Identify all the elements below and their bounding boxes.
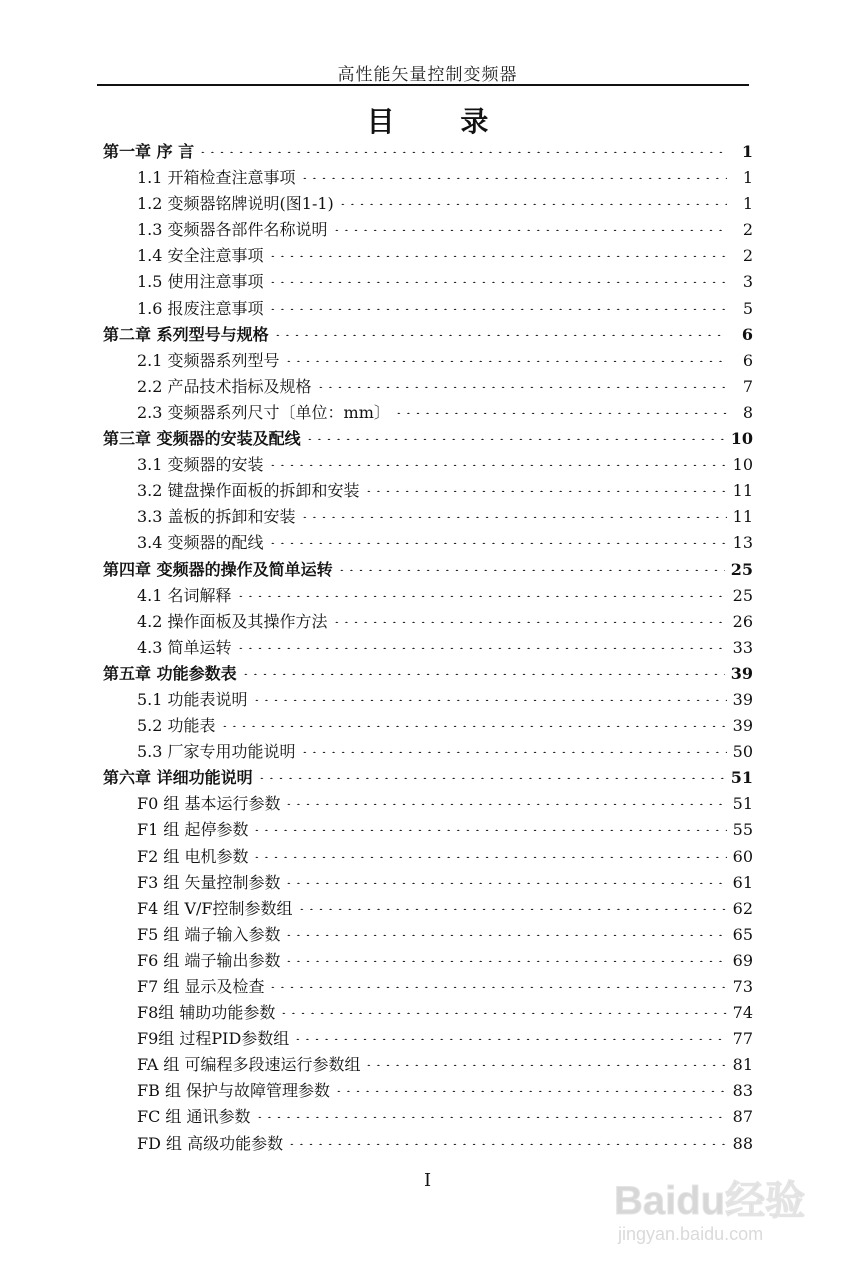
toc-leader-dots xyxy=(236,639,727,649)
toc-entry-group[interactable] xyxy=(103,1104,753,1130)
toc-entry-label: FC 组 通讯参数 xyxy=(137,1107,251,1127)
toc-leader-dots xyxy=(332,613,727,623)
toc-entry-page-number: 11 xyxy=(732,507,753,527)
toc-leader-dots xyxy=(316,378,727,388)
toc-entry-label: 第四章 变频器的操作及简单运转 xyxy=(103,559,333,579)
toc-leader-dots xyxy=(284,926,726,936)
toc-entry-page-number: 62 xyxy=(732,898,753,918)
toc-leader-dots xyxy=(284,952,726,962)
toc-entry-section[interactable] xyxy=(103,269,753,295)
toc-entry-page-number: 11 xyxy=(732,481,753,501)
toc-leader-dots xyxy=(257,769,725,779)
toc-entry-section[interactable] xyxy=(103,348,753,374)
toc-entry-page-number: 33 xyxy=(732,637,753,657)
toc-entry-label: 2.2 产品技术指标及规格 xyxy=(137,376,312,396)
toc-leader-dots xyxy=(220,717,727,727)
toc-entry-section[interactable] xyxy=(103,165,753,191)
toc-entry-section[interactable] xyxy=(103,687,753,713)
toc-entry-label: 3.3 盖板的拆卸和安装 xyxy=(137,507,296,527)
toc-leader-dots xyxy=(279,1004,726,1014)
toc-leader-dots xyxy=(334,1082,727,1092)
toc-entry-page-number: 73 xyxy=(732,977,753,996)
toc-entry-page-number: 60 xyxy=(732,846,753,866)
toc-entry-page-number: 65 xyxy=(732,924,753,944)
toc-leader-dots xyxy=(241,665,725,675)
toc-leader-dots xyxy=(300,743,727,753)
toc-leader-dots xyxy=(198,143,727,153)
toc-entry-group[interactable] xyxy=(103,896,753,922)
toc-entry-group[interactable] xyxy=(103,791,753,817)
toc-entry-section[interactable] xyxy=(103,191,753,217)
toc-entry-label: F7 组 显示及检查 xyxy=(137,977,265,996)
toc-entry-page-number: 39 xyxy=(732,716,753,736)
toc-entry-page-number: 6 xyxy=(741,324,753,344)
toc-leader-dots xyxy=(268,534,727,544)
toc-entry-group[interactable] xyxy=(103,1052,753,1078)
toc-leader-dots xyxy=(287,1135,727,1145)
toc-leader-dots xyxy=(297,900,727,910)
toc-entry-group[interactable] xyxy=(103,948,753,974)
toc-entry-label: 2.1 变频器系列型号 xyxy=(137,350,280,370)
toc-entry-section[interactable] xyxy=(103,713,753,739)
toc-entry-chapter[interactable] xyxy=(103,322,753,348)
toc-entry-label: 4.3 简单运转 xyxy=(137,637,232,657)
toc-entry-section[interactable] xyxy=(103,374,753,400)
toc-entry-label: F3 组 矢量控制参数 xyxy=(137,872,281,892)
toc-entry-section[interactable] xyxy=(103,739,753,765)
toc-entry-label: 第六章 详细功能说明 xyxy=(103,768,253,788)
toc-leader-dots xyxy=(300,508,727,518)
toc-entry-section[interactable] xyxy=(103,609,753,635)
watermark-url: jingyan.baidu.com xyxy=(618,1224,764,1244)
toc-leader-dots xyxy=(284,795,726,805)
toc-entry-page-number: 77 xyxy=(732,1029,753,1049)
toc-entry-section[interactable] xyxy=(103,530,753,556)
toc-entry-section[interactable] xyxy=(103,296,753,322)
toc-entry-label: F4 组 V/F控制参数组 xyxy=(137,898,293,918)
toc-entry-page-number: 87 xyxy=(732,1107,753,1127)
toc-entry-chapter[interactable] xyxy=(103,765,753,791)
toc-entry-page-number: 25 xyxy=(732,585,753,605)
toc-leader-dots xyxy=(284,874,726,884)
toc-entry-page-number: 39 xyxy=(732,689,753,709)
toc-entry-page-number: 8 xyxy=(742,402,753,422)
toc-leader-dots xyxy=(273,326,727,336)
toc-entry-label: 5.1 功能表说明 xyxy=(137,689,248,709)
toc-entry-chapter[interactable] xyxy=(103,426,753,452)
toc-leader-dots xyxy=(268,273,727,283)
toc-entry-label: F6 组 端子输出参数 xyxy=(137,950,281,970)
header-rule xyxy=(97,84,749,86)
table-of-contents xyxy=(103,139,753,1157)
toc-entry-page-number: 50 xyxy=(732,742,753,762)
toc-entry-group[interactable] xyxy=(103,817,753,843)
toc-entry-label: 第五章 功能参数表 xyxy=(103,663,237,683)
toc-leader-dots xyxy=(364,482,727,492)
toc-entry-page-number: 51 xyxy=(730,768,753,788)
toc-entry-label: 1.1 开箱检查注意事项 xyxy=(137,168,296,188)
toc-entry-label: FA 组 可编程多段速运行参数组 xyxy=(137,1055,361,1075)
toc-leader-dots xyxy=(284,352,727,362)
toc-entry-page-number: 81 xyxy=(732,1055,753,1075)
toc-entry-page-number: 26 xyxy=(732,611,753,631)
running-header: 高性能矢量控制变频器 xyxy=(337,65,518,85)
toc-entry-section[interactable] xyxy=(103,400,753,426)
toc-entry-section[interactable] xyxy=(103,478,753,504)
toc-leader-dots xyxy=(268,300,727,310)
toc-leader-dots xyxy=(293,1030,726,1040)
toc-entry-page-number: 10 xyxy=(730,429,753,449)
toc-entry-label: 第二章 系列型号与规格 xyxy=(103,324,269,344)
toc-entry-group[interactable] xyxy=(103,1131,753,1157)
toc-leader-dots xyxy=(236,587,727,597)
toc-entry-label: 第一章 序 言 xyxy=(103,142,195,161)
toc-entry-label: F8组 辅助功能参数 xyxy=(137,1003,276,1023)
toc-leader-dots xyxy=(252,848,726,858)
watermark-logo-text: Baidu经验 xyxy=(614,1179,806,1223)
toc-entry-label: 1.6 报废注意事项 xyxy=(137,298,264,318)
toc-leader-dots xyxy=(305,430,725,440)
toc-entry-label: 4.1 名词解释 xyxy=(137,585,232,605)
toc-entry-section[interactable] xyxy=(103,243,753,269)
toc-entry-label: 2.3 变频器系列尺寸〔单位：mm〕 xyxy=(137,402,390,422)
toc-entry-label: 3.2 键盘操作面板的拆卸和安装 xyxy=(137,481,360,501)
toc-entry-label: F5 组 端子输入参数 xyxy=(137,924,281,944)
toc-entry-group[interactable] xyxy=(103,922,753,948)
toc-entry-page-number: 3 xyxy=(742,272,753,292)
toc-entry-label: 3.1 变频器的安装 xyxy=(137,455,264,475)
toc-entry-label: FD 组 高级功能参数 xyxy=(137,1133,284,1153)
toc-entry-label: F2 组 电机参数 xyxy=(137,846,249,866)
toc-entry-page-number: 39 xyxy=(730,663,753,683)
toc-entry-page-number: 1 xyxy=(742,168,753,188)
toc-entry-page-number: 1 xyxy=(741,142,753,161)
toc-entry-label: 5.3 厂家专用功能说明 xyxy=(137,742,296,762)
toc-leader-dots xyxy=(337,561,725,571)
toc-entry-page-number: 10 xyxy=(732,455,753,475)
toc-entry-group[interactable] xyxy=(103,1026,753,1052)
toc-leader-dots xyxy=(338,195,727,205)
toc-entry-section[interactable] xyxy=(103,583,753,609)
toc-entry-group[interactable] xyxy=(103,1078,753,1104)
toc-entry-chapter[interactable] xyxy=(103,661,753,687)
toc-entry-label: 5.2 功能表 xyxy=(137,716,216,736)
toc-entry-page-number: 83 xyxy=(732,1081,753,1101)
toc-entry-label: 3.4 变频器的配线 xyxy=(137,533,264,553)
toc-leader-dots xyxy=(255,1108,727,1118)
toc-entry-label: F0 组 基本运行参数 xyxy=(137,794,281,814)
toc-entry-page-number: 25 xyxy=(730,559,753,579)
toc-entry-page-number: 55 xyxy=(732,820,753,840)
toc-entry-group[interactable] xyxy=(103,870,753,896)
toc-entry-group[interactable] xyxy=(103,974,753,1000)
toc-entry-section[interactable] xyxy=(103,452,753,478)
toc-entry-page-number: 5 xyxy=(742,298,753,318)
toc-entry-label: 1.2 变频器铭牌说明(图1-1) xyxy=(137,194,334,214)
toc-entry-page-number: 88 xyxy=(732,1133,753,1153)
toc-entry-page-number: 13 xyxy=(732,533,753,553)
toc-entry-page-number: 7 xyxy=(742,376,753,396)
toc-leader-dots xyxy=(364,1056,726,1066)
toc-entry-group[interactable] xyxy=(103,844,753,870)
toc-leader-dots xyxy=(332,221,727,231)
toc-leader-dots xyxy=(252,691,727,701)
toc-entry-page-number: 6 xyxy=(742,350,753,370)
toc-entry-group[interactable] xyxy=(103,1000,753,1026)
toc-entry-page-number: 2 xyxy=(742,246,753,266)
toc-title: 目 录 xyxy=(366,105,517,138)
toc-entry-page-number: 74 xyxy=(732,1003,753,1023)
page-number: I xyxy=(423,1170,432,1191)
toc-leader-dots xyxy=(268,978,726,988)
toc-entry-page-number: 61 xyxy=(732,872,753,892)
toc-entry-label: 第三章 变频器的安装及配线 xyxy=(103,429,301,449)
toc-entry-label: 1.3 变频器各部件名称说明 xyxy=(137,220,328,240)
toc-entry-chapter[interactable] xyxy=(103,557,753,583)
toc-entry-label: F1 组 起停参数 xyxy=(137,820,249,840)
toc-entry-page-number: 2 xyxy=(742,220,753,240)
toc-entry-page-number: 69 xyxy=(732,950,753,970)
baidu-jingyan-watermark xyxy=(610,1168,810,1248)
toc-entry-section[interactable] xyxy=(103,504,753,530)
toc-entry-section[interactable] xyxy=(103,217,753,243)
toc-leader-dots xyxy=(394,404,727,414)
toc-entry-label: FB 组 保护与故障管理参数 xyxy=(137,1081,331,1101)
toc-entry-label: F9组 过程PID参数组 xyxy=(137,1029,290,1049)
toc-leader-dots xyxy=(252,821,726,831)
toc-leader-dots xyxy=(300,169,727,179)
toc-entry-section[interactable] xyxy=(103,635,753,661)
toc-entry-page-number: 1 xyxy=(742,194,753,214)
toc-entry-label: 4.2 操作面板及其操作方法 xyxy=(137,611,328,631)
toc-entry-page-number: 51 xyxy=(732,794,753,814)
toc-entry-chapter[interactable] xyxy=(103,139,753,165)
toc-leader-dots xyxy=(268,247,727,257)
toc-leader-dots xyxy=(268,456,727,466)
toc-entry-label: 1.5 使用注意事项 xyxy=(137,272,264,292)
toc-entry-label: 1.4 安全注意事项 xyxy=(137,246,264,266)
